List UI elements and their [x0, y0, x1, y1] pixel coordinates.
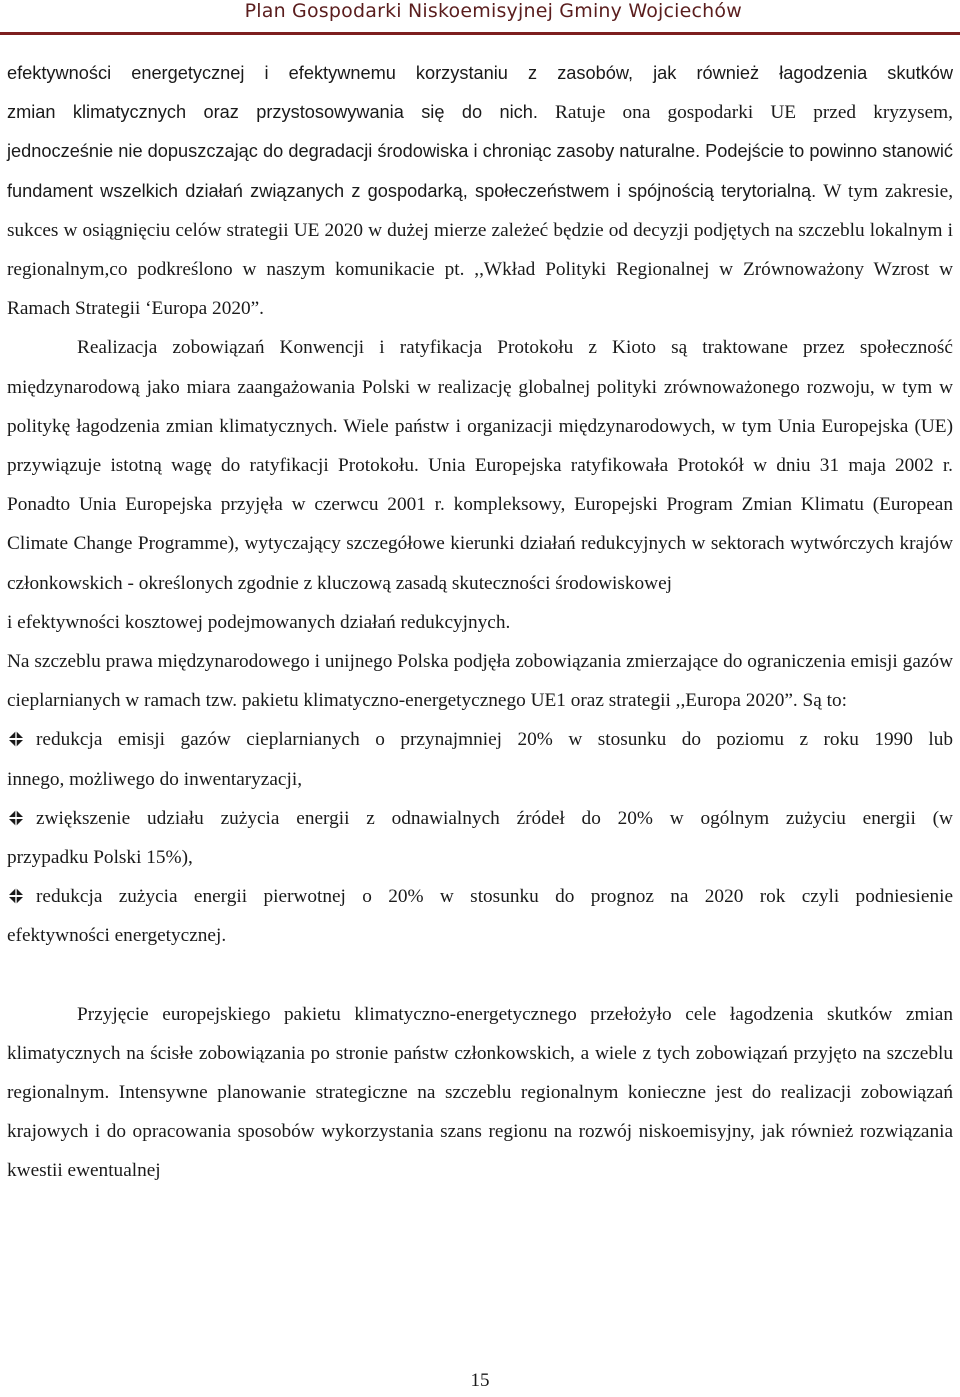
bullet-item: [7, 877, 953, 955]
double-triangle-arrow-icon: [7, 730, 25, 748]
bullet-list: [7, 720, 953, 955]
paragraph-line: jednocześnie nie dopuszczając do degradacji środowiska i chroniąc zasoby naturalne.: [7, 141, 701, 162]
bullet-item: [7, 720, 953, 798]
paragraph-gap: [7, 956, 953, 995]
paragraph: Na szczeblu prawa międzynarodowego i unijnego Polska podjęła zobowiązania zmierzające do ograniczenia emisji gazów cieplarnianych w ramach tzw. pakietu klimatyczno-energetycznego UE1 oraz strategii ,,Europa 2020”. Są to:: [7, 651, 953, 712]
paragraph: Realizacja zobowiązań Konwencji i ratyfikacja Protokołu z Kioto są traktowane przez społeczność międzynarodową jako miara zaangażowania Polski w realizację globalnej polityki zrównoważonego rozwoju, w tym w politykę łagodzenia zmian klimatycznych. Wiele państw i organizacji międzynarodowych, w tym Unia Europejska (UE) przywiązuje istotną wagę do ratyfikacji Protokołu. Unia Europejska ratyfikowała Protokół w dniu 31 maja 2002 r. Ponadto Unia Europejska przyjęła w czerwcu 2001 r. kompleksowy, Europejski Program Zmian Klimatu (European Climate Change Programme), wytyczający szczegółowe kierunki działań redukcyjnych w sektorach wytwórczych krajów członkowskich - określonych zgodnie z kluczową zasadą skuteczności środowiskowej: [7, 337, 953, 594]
page-header: [0, 0, 960, 36]
header-title: Plan Gospodarki Niskoemisyjnej Gminy Wojciechów: [244, 0, 742, 22]
bullet-continuation: efektywności energetycznej.: [7, 925, 227, 947]
bullet-text: zwiększenie udziału zużycia energii z odnawialnych źródeł do 20% w ogólnym zużyciu energii (w: [36, 807, 953, 829]
bullet-text: redukcja zużycia energii pierwotnej o 20% w stosunku do prognoz na 2020 rok czyli podniesienie: [36, 886, 953, 908]
bullet-first-line: [7, 877, 953, 916]
paragraph-line: efektywności energetycznej i efektywnemu korzystaniu z zasobów, jak również łagodzenia skutków: [7, 63, 953, 83]
document-body: [7, 54, 953, 1191]
bullet-first-line: [7, 720, 953, 759]
paragraph: i efektywności kosztowej podejmowanych działań redukcyjnych.: [7, 611, 511, 633]
paragraph-fragment: Podejście to powinno stanowić fundament wszelkich działań związanych z gospodarką, społeczeństwem i spójnością terytorialną.: [7, 141, 954, 201]
paragraph: Przyjęcie europejskiego pakietu klimatyczno-energetycznego przełożyło cele łagodzenia skutków zmian klimatycznych na ścisłe zobowiązania po stronie państw członkowskich, a wiele z tych zobowiązań przyjęto na szczeblu regionalnym. Intensywne planowanie strategiczne na szczeblu regionalnym konieczne jest do realizacji zobowiązań krajowych i do opracowania sposobów wykorzystania szans regionu na rozwój niskoemisyjny, jak również rozwiązania kwestii ewentualnej: [7, 1003, 953, 1182]
paragraph-serif-fragment: W tym zakresie, sukces w osiągnięciu celów strategii UE 2020 w dużej mierze zależeć będzie od decyzji podjętych na szczeblu lokalnym i regionalnym,co podkreślono w naszym komunikacie pt. ,,Wkład Polityki Regionalnej w Zrównoważony Wzrost w Ramach Strategii ‘Europa 2020”.: [7, 180, 954, 320]
bullet-continuation: innego, możliwego do inwentaryzacji,: [7, 768, 303, 790]
bullet-first-line: [7, 799, 953, 838]
paragraph-serif-fragment: Ratuje ona gospodarki UE przed kryzysem,: [555, 102, 953, 124]
bullet-item: [7, 799, 953, 877]
bullet-continuation: przypadku Polski 15%),: [7, 847, 193, 869]
bullet-text: redukcja emisji gazów cieplarnianych o przynajmniej 20% w stosunku do poziomu z roku 1990 lub: [36, 729, 953, 751]
double-triangle-arrow-icon: [7, 809, 25, 827]
paragraph-mixed: [7, 93, 953, 132]
paragraph-mixed: [7, 132, 953, 328]
page-number: 15: [470, 1370, 490, 1391]
header-rule: [0, 32, 960, 35]
double-triangle-arrow-icon: [7, 887, 25, 905]
paragraph-line: zmian klimatycznych oraz przystosowywania się do nich.: [7, 102, 538, 123]
